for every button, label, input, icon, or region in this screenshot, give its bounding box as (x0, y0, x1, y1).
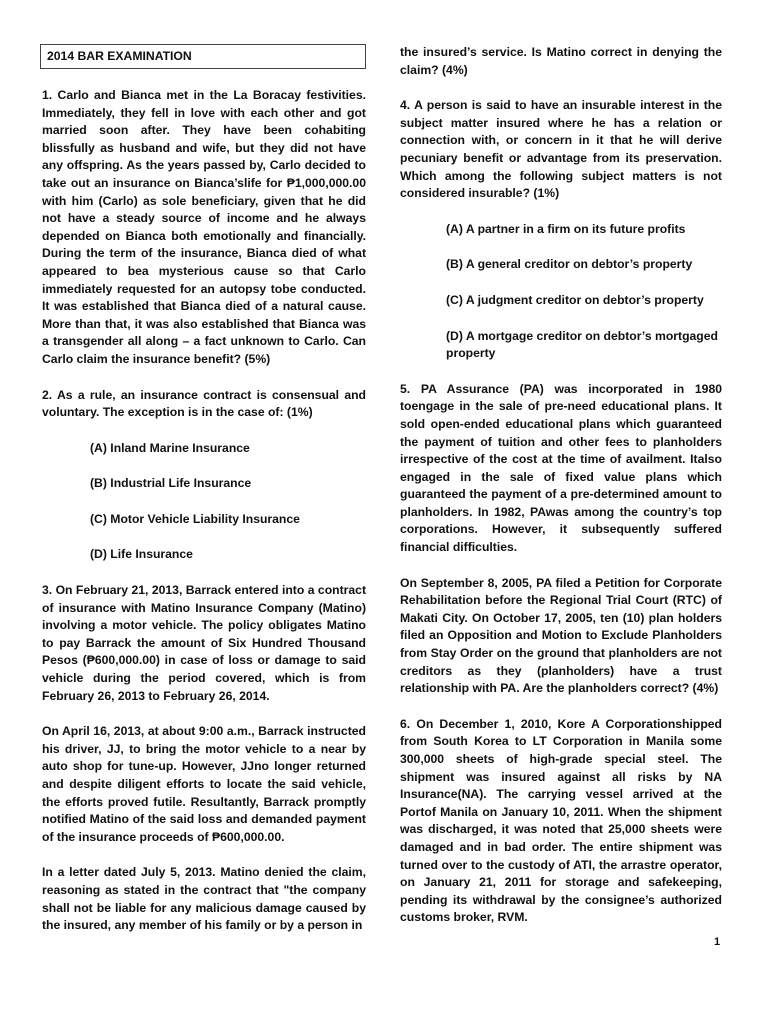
question-3-paragraph-1: 3. On February 21, 2013, Barrack entered into a contract of insurance with Matino Insurance Company (Matino) involving a motor vehicle. The policy obligates Matino to pay Barrack the amount of Six Hundred Thousand Pesos (₱600,000.00) in case of loss or damage to said vehicle during the period covered, which is from February 26, 2013 to February 26, 2014. (42, 583, 366, 703)
q2-option-c: (C) Motor Vehicle Liability Insurance (90, 511, 300, 526)
q4-option-d: (D) A mortgage creditor on debtor’s mortgaged property (446, 328, 718, 361)
q2-option-a: (A) Inland Marine Insurance (90, 440, 250, 455)
question-2: 2. As a rule, an insurance contract is consensual and voluntary. The exception is in the case of: (1%) (42, 387, 366, 420)
question-5-paragraph-2: On September 8, 2005, PA filed a Petition for Corporate Rehabilitation before the Regional Trial Court (RTC) of Makati City. On October 17, 2005, ten (10) plan holders filed an Opposition and Motion to Exclude Planholders from Stay Order on the ground that planholders are not creditors as they (planholders) have a trust relationship with PA. Are the planholders correct? (4%) (400, 575, 722, 696)
exam-title: 2014 BAR EXAMINATION (40, 44, 366, 69)
page-number: 1 (714, 936, 721, 948)
q2-option-d: (D) Life Insurance (90, 547, 193, 562)
question-5-paragraph-1: 5. PA Assurance (PA) was incorporated in 1980 toengage in the sale of pre-need educational plans. It sold open-ended educational plans which guaranteed the payment of tuition and other fees to planholders irrespective of the cost at the time of availment. Italso engaged in the sale of fixed value plans which guaranteed the payment of a pre-determined amount to planholders. In 1982, PAwas among the country’s top corporations. However, it subsequently suffered financial difficulties. (400, 381, 722, 555)
q4-option-b: (B) A general creditor on debtor’s property (446, 257, 693, 272)
question-3-paragraph-2: On April 16, 2013, at about 9:00 a.m., Barrack instructed his driver, JJ, to bring the motor vehicle to a near by auto shop for tune-up. However, JJno longer returned and despite diligent efforts to locate the said vehicle, the efforts proved futile. Resultantly, Barrack promptly notified Matino of the said loss and demanded payment of the insurance proceeds of ₱600,000.00. (42, 724, 366, 844)
question-6: 6. On December 1, 2010, Kore A Corporationshipped from South Korea to LT Corporation in Manila some 300,000 sheets of high-grade special steel. The shipment was insured against all risks by NA Insurance(NA). The carrying vessel arrived at the Portof Manila on January 10, 2011. When the shipment was discharged, it was noted that 25,000 sheets were damaged and in bad order. The entire shipment was turned over to the custody of ATI, the arrastre operator, on January 21, 2011 for storage and safekeeping, pending its withdrawal by the consignee’s authorized customs broker, RVM. (400, 716, 722, 925)
right-column (400, 44, 722, 927)
question-1: 1. Carlo and Bianca met in the La Boracay festivities. Immediately, they fell in love with each other and got married soon after. They have been cohabiting blissfully as husband and wife, but they did not have any offspring. As the years passed by, Carlo decided to take out an insurance on Bianca’slife for ₱1,000,000.00 with him (Carlo) as sole beneficiary, given that he did not have a steady source of income and he always depended on Bianca both emotionally and financially. During the term of the insurance, Bianca died of what appeared to bea mysterious cause so that Carlo immediately requested for an autopsy tobe conducted. It was established that Bianca died of a natural cause. More than that, it was also established that Bianca was a transgender all along – a fact unknown to Carlo. Can Carlo claim the insurance benefit? (5%) (42, 88, 366, 366)
question-4: 4. A person is said to have an insurable interest in the subject matter insured where he has a relation or connection with, or concern in it that he will derive pecuniary benefit or advantage from its preservation. Which among the following subject matters is not considered insurable? (1%) (400, 98, 722, 201)
left-column (42, 44, 366, 935)
question-3-paragraph-3: In a letter dated July 5, 2013. Matino denied the claim, reasoning as stated in the contract that "the company shall not be liable for any malicious damage caused by the insured, any member of his family or by a person in (42, 865, 366, 933)
question-3-continued: the insured’s service. Is Matino correct in denying the claim? (4%) (400, 45, 722, 77)
q4-option-a: (A) A partner in a firm on its future profits (446, 221, 686, 236)
q4-option-c: (C) A judgment creditor on debtor’s property (446, 292, 704, 307)
q2-option-b: (B) Industrial Life Insurance (90, 476, 252, 491)
